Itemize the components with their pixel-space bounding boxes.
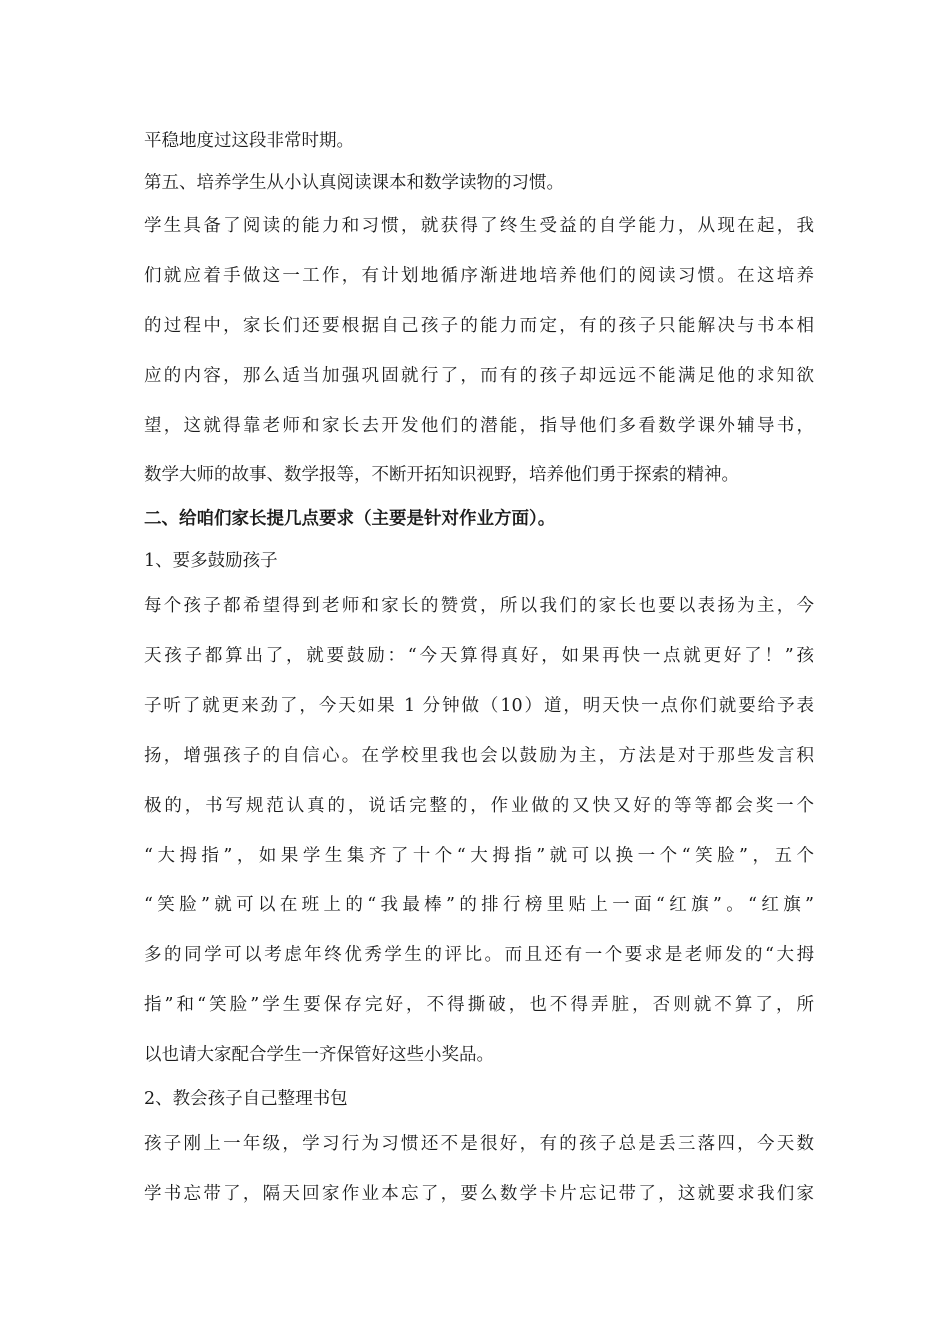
paragraph-line: 的过程中，家长们还要根据自己孩子的能力而定，有的孩子只能解决与书本相 — [144, 316, 814, 336]
section-heading-bold: 二、给咱们家长提几点要求（主要是针对作业方面）。 — [144, 509, 556, 529]
paragraph-line: “笑脸”就可以在班上的“我最棒”的排行榜里贴上一面“红旗”。“红旗” — [144, 895, 814, 915]
section-heading: 第五、培养学生从小认真阅读课本和数学读物的习惯。 — [144, 173, 564, 193]
paragraph-line: 们就应着手做这一工作，有计划地循序渐进地培养他们的阅读习惯。在这培养 — [144, 266, 814, 286]
paragraph-line: “大拇指”，如果学生集齐了十个“大拇指”就可以换一个“笑脸”，五个 — [144, 846, 814, 866]
paragraph-line: 极的，书写规范认真的，说话完整的，作业做的又快又好的等等都会奖一个 — [144, 796, 814, 816]
paragraph-line: 望，这就得靠老师和家长去开发他们的潜能，指导他们多看数学课外辅导书， — [144, 416, 814, 436]
paragraph-line: 多的同学可以考虑年终优秀学生的评比。而且还有一个要求是老师发的“大拇 — [144, 945, 814, 965]
paragraph-line: 指”和“笑脸”学生要保存完好，不得撕破，也不得弄脏，否则就不算了，所 — [144, 995, 814, 1015]
paragraph-line: 天孩子都算出了，就要鼓励：“今天算得真好，如果再快一点就更好了！”孩 — [144, 646, 815, 666]
paragraph-line: 数学大师的故事、数学报等，不断开拓知识视野，培养他们勇于探索的精神。 — [144, 465, 739, 485]
paragraph-line: 学书忘带了，隔天回家作业本忘了，要么数学卡片忘记带了，这就要求我们家 — [144, 1184, 814, 1204]
paragraph-line: 应的内容，那么适当加强巩固就行了，而有的孩子却远远不能满足他的求知欲 — [144, 366, 814, 386]
paragraph-line: 扬，增强孩子的自信心。在学校里我也会以鼓励为主，方法是对于那些发言积 — [144, 746, 814, 766]
paragraph-line: 每个孩子都希望得到老师和家长的赞赏，所以我们的家长也要以表扬为主，今 — [144, 596, 814, 616]
paragraph-line: 学生具备了阅读的能力和习惯，就获得了终生受益的自学能力，从现在起，我 — [144, 216, 814, 236]
subheading: 1、要多鼓励孩子 — [144, 551, 278, 571]
paragraph-line: 子听了就更来劲了，今天如果 1 分钟做（10）道，明天快一点你们就要给予表 — [144, 696, 814, 716]
subheading: 2、教会孩子自己整理书包 — [144, 1089, 348, 1109]
paragraph-line: 以也请大家配合学生一齐保管好这些小奖品。 — [144, 1045, 494, 1065]
paragraph-line: 孩子刚上一年级，学习行为习惯还不是很好，有的孩子总是丢三落四，今天数 — [144, 1134, 814, 1154]
paragraph-line: 平稳地度过这段非常时期。 — [144, 131, 354, 151]
